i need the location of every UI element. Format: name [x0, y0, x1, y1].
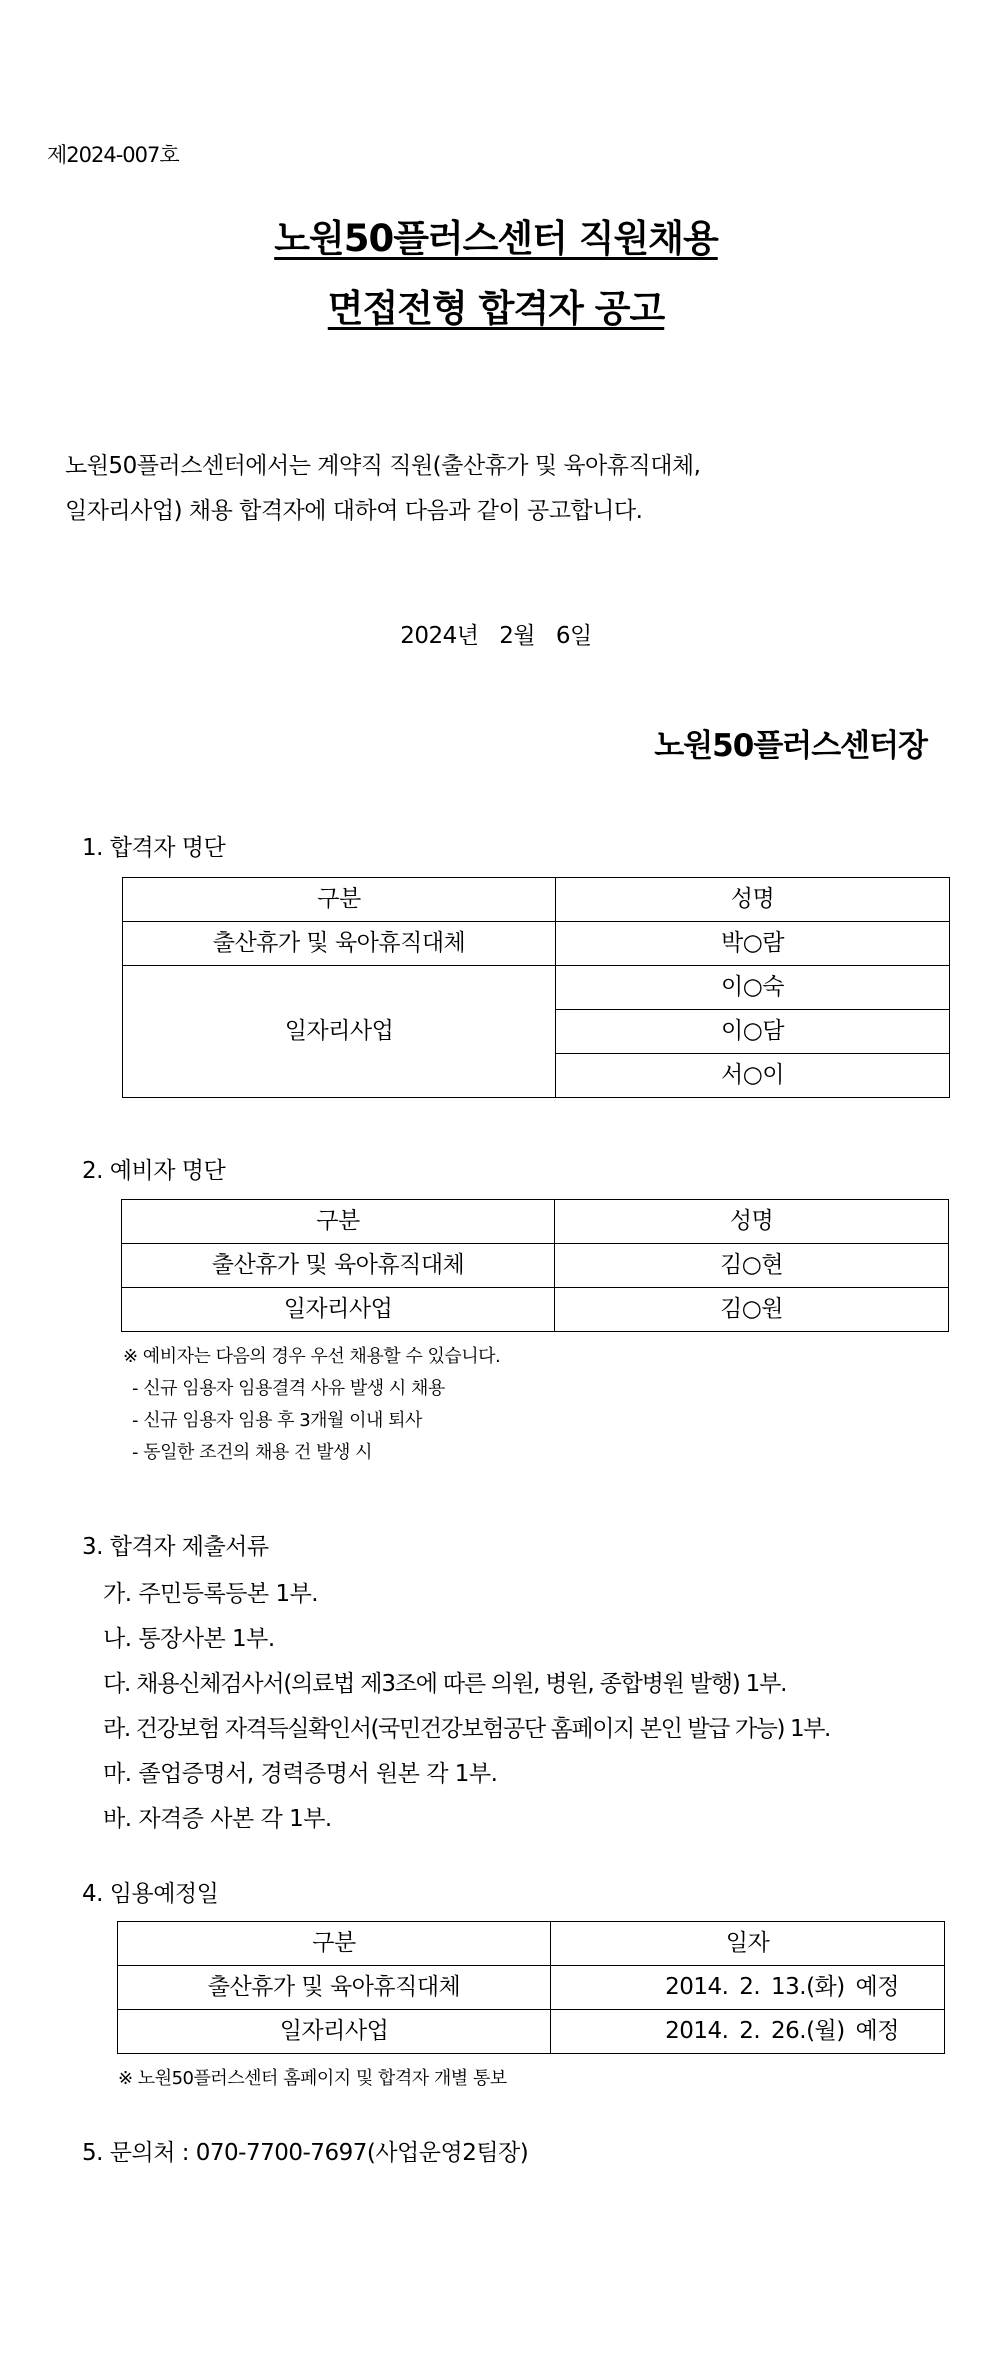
table-row [118, 2010, 945, 2054]
document-item: 마. 졸업증명서, 경력증명서 원본 각 1부. [103, 1761, 498, 1787]
header-category: 구분 [118, 1922, 551, 1966]
section2-heading: 2. 예비자 명단 [82, 1158, 226, 1184]
section1-heading: 1. 합격자 명단 [82, 835, 226, 861]
name-cell: 서○이 [556, 1054, 950, 1098]
table-row [122, 1288, 949, 1332]
signature: 노원50플러스센터장 [654, 728, 927, 764]
header-category: 구분 [123, 878, 556, 922]
name-cell: 박○람 [556, 922, 950, 966]
name-cell: 김○현 [555, 1244, 949, 1288]
reserve-note: ※ 예비자는 다음의 경우 우선 채용할 수 있습니다. [123, 1346, 501, 1367]
name-cell: 이○담 [556, 1010, 950, 1054]
document-item: 나. 통장사본 1부. [103, 1626, 275, 1652]
document-item: 라. 건강보험 자격득실확인서(국민건강보험공단 홈페이지 본인 발급 가능) 1부. [103, 1716, 830, 1742]
announcement-date: 2024년 2월 6일 [400, 623, 592, 649]
table-row [118, 1966, 945, 2010]
table-header-row [123, 878, 950, 922]
table-row [122, 1244, 949, 1288]
reserve-condition: - 신규 임용자 임용결격 사유 발생 시 채용 [132, 1378, 445, 1399]
category-cell: 출산휴가 및 육아휴직대체 [118, 1966, 551, 2010]
table-row [123, 922, 950, 966]
appointment-table [117, 1921, 945, 2054]
document-number: 제2024-007호 [47, 143, 179, 167]
date-cell: 2014. 2. 26.(월) 예정 [551, 2010, 945, 2054]
category-cell: 출산휴가 및 육아휴직대체 [123, 922, 556, 966]
section3-heading: 3. 합격자 제출서류 [82, 1534, 269, 1560]
name-cell: 김○원 [555, 1288, 949, 1332]
table-header-row [122, 1200, 949, 1244]
document-item: 바. 자격증 사본 각 1부. [103, 1806, 332, 1832]
title-line1-text: 노원50플러스센터 직원채용 [274, 217, 718, 260]
category-cell: 일자리사업 [123, 966, 556, 1098]
intro-line1: 노원50플러스센터에서는 계약직 직원(출산휴가 및 육아휴직대체, [65, 453, 701, 479]
header-date: 일자 [551, 1922, 945, 1966]
passers-table [122, 877, 950, 1098]
intro-line2: 일자리사업) 채용 합격자에 대하여 다음과 같이 공고합니다. [65, 498, 643, 524]
reserve-condition: - 동일한 조건의 채용 건 발생 시 [132, 1442, 372, 1463]
title-line2-text: 면접전형 합격자 공고 [327, 287, 665, 330]
page-title-line1 [0, 208, 992, 262]
page-title-line2 [0, 278, 992, 332]
reserve-table [121, 1199, 949, 1332]
section4-heading: 4. 임용예정일 [82, 1881, 219, 1907]
name-cell: 이○숙 [556, 966, 950, 1010]
document-item: 다. 채용신체검사서(의료법 제3조에 따른 의원, 병원, 종합병원 발행) 1부. [103, 1671, 787, 1697]
contact-info: 5. 문의처 : 070-7700-7697(사업운영2팀장) [82, 2140, 529, 2166]
header-name: 성명 [555, 1200, 949, 1244]
document-item: 가. 주민등록등본 1부. [103, 1581, 319, 1607]
table-row [123, 966, 950, 1010]
category-cell: 출산휴가 및 육아휴직대체 [122, 1244, 555, 1288]
header-name: 성명 [556, 878, 950, 922]
appointment-note: ※ 노원50플러스센터 홈페이지 및 합격자 개별 통보 [118, 2068, 507, 2089]
date-cell: 2014. 2. 13.(화) 예정 [551, 1966, 945, 2010]
reserve-condition: - 신규 임용자 임용 후 3개월 이내 퇴사 [132, 1410, 422, 1431]
header-category: 구분 [122, 1200, 555, 1244]
table-header-row [118, 1922, 945, 1966]
category-cell: 일자리사업 [122, 1288, 555, 1332]
category-cell: 일자리사업 [118, 2010, 551, 2054]
